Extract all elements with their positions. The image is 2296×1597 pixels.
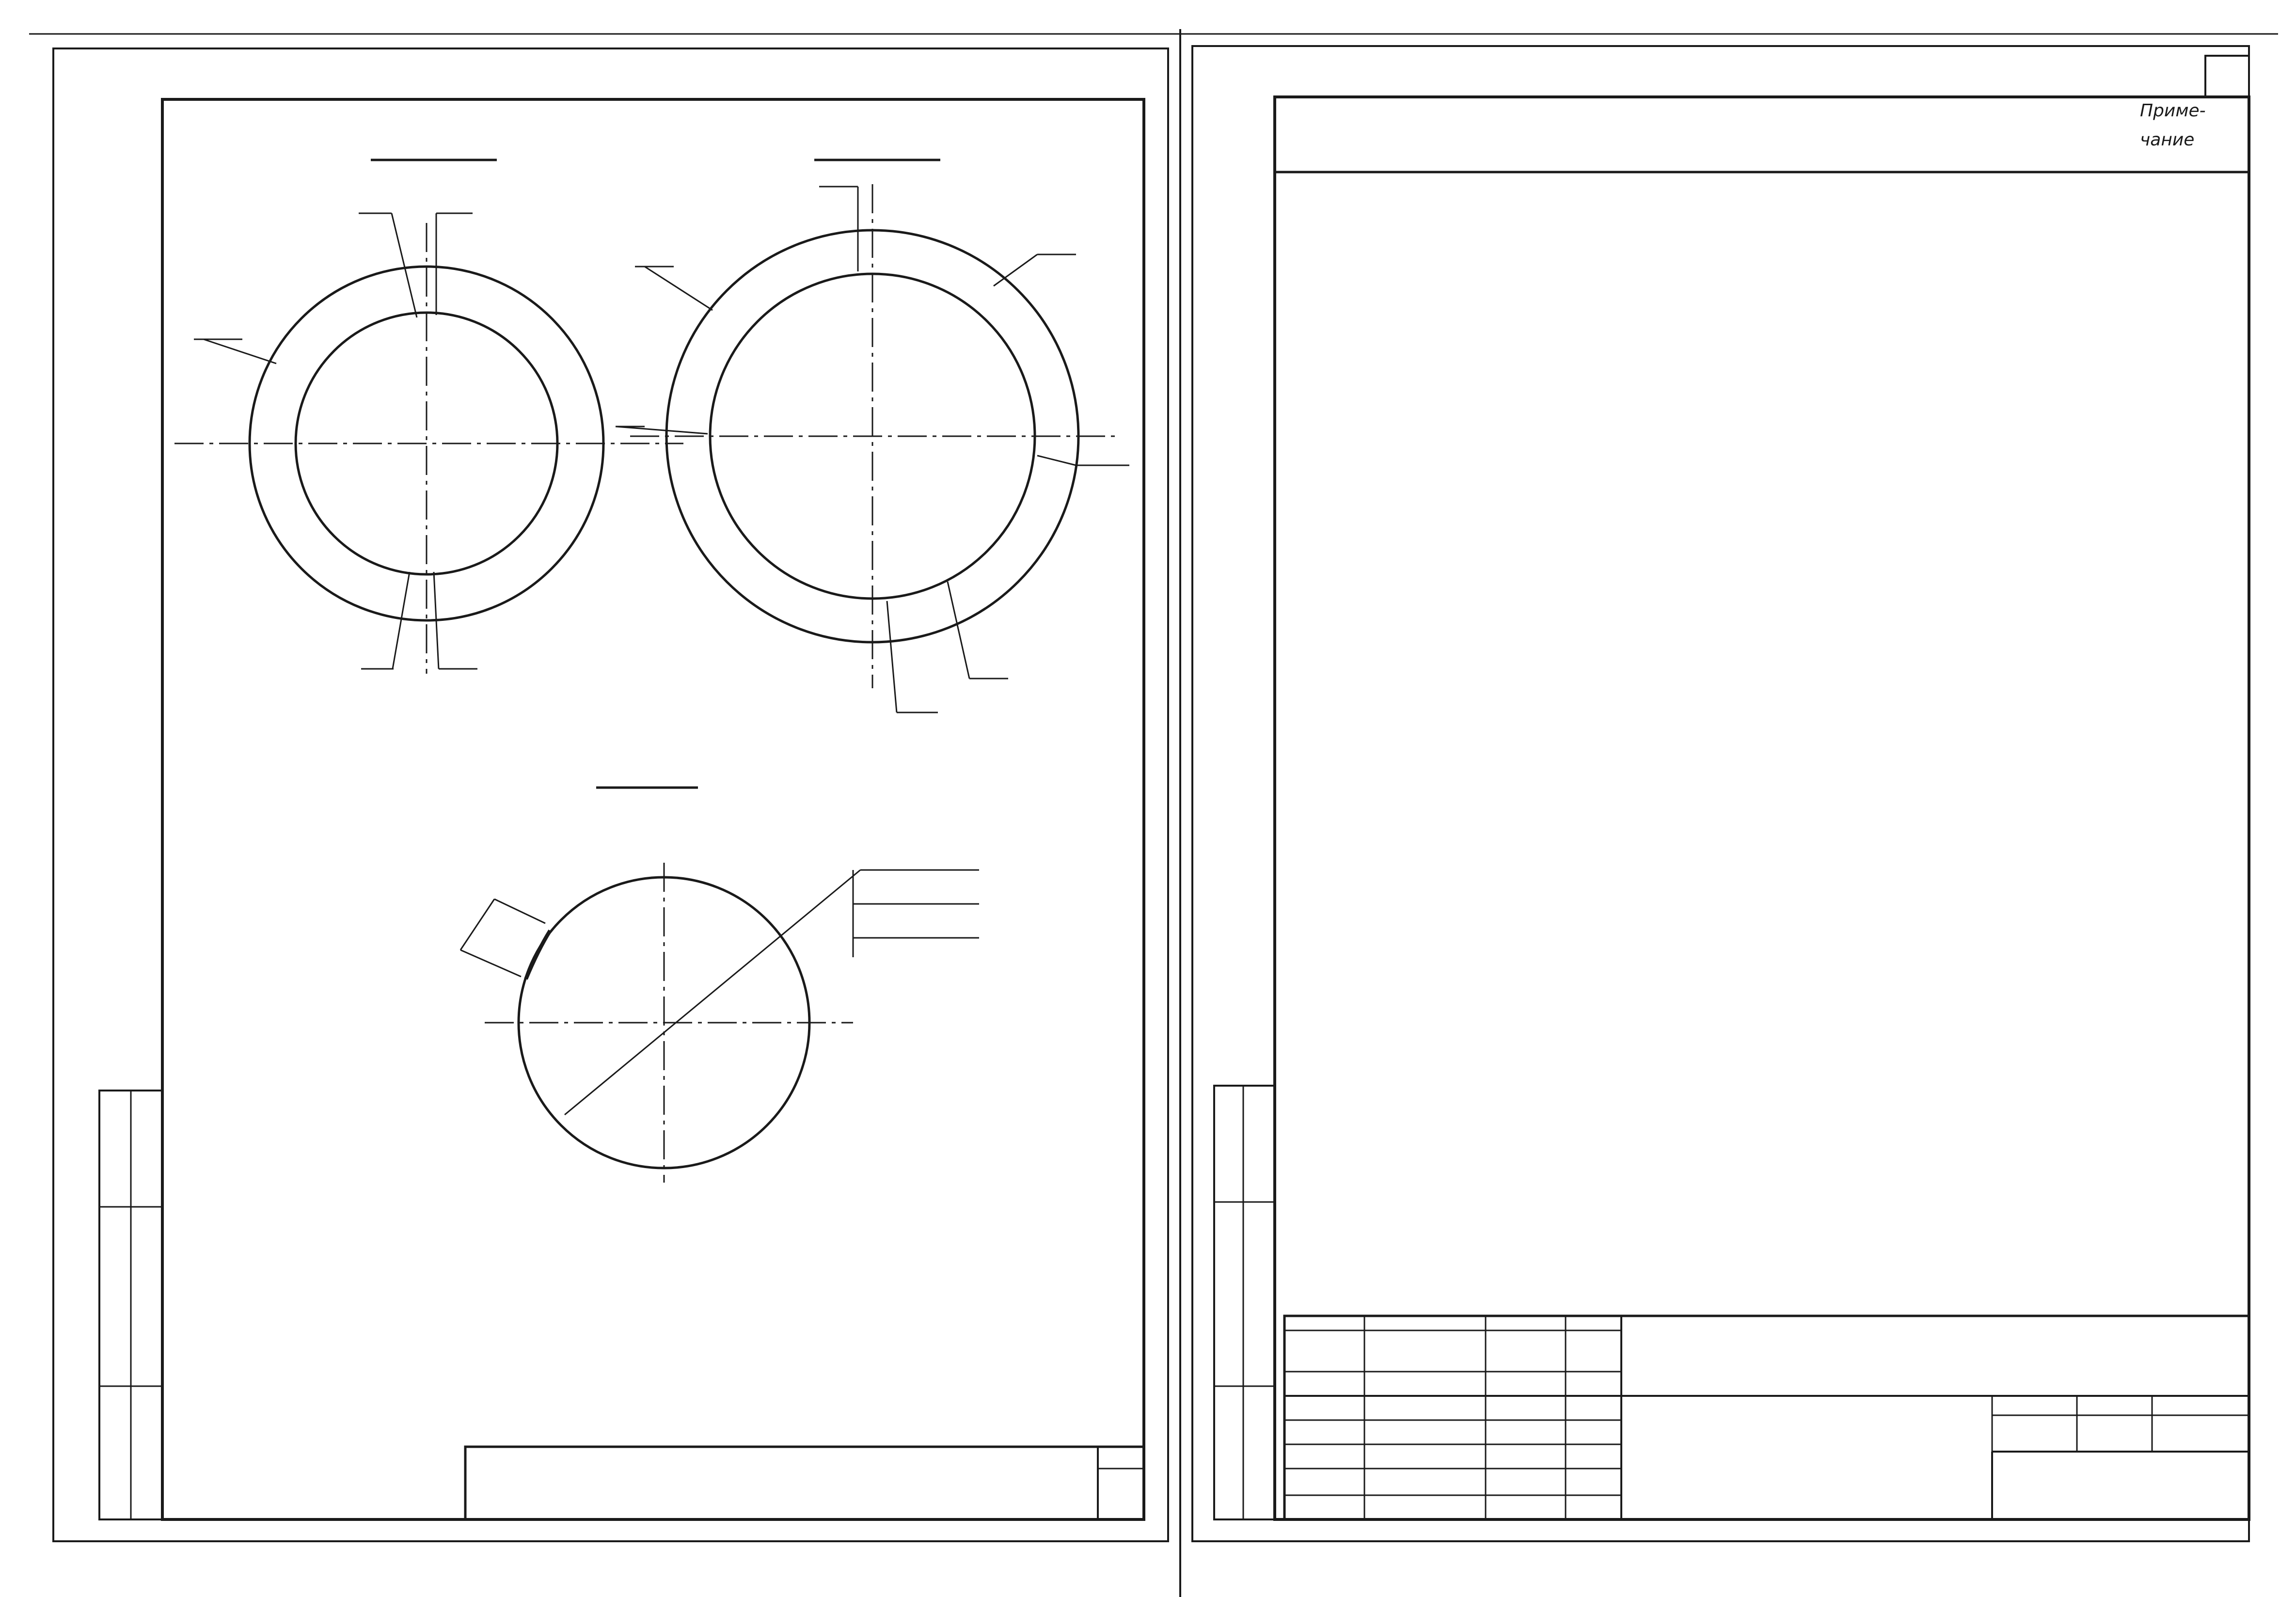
- right-side-stamp: [1214, 1086, 1275, 1519]
- right-sheet: [1192, 46, 2249, 1541]
- title-block: [1284, 1316, 2249, 1519]
- specification-table: [1275, 101, 2249, 172]
- header-note-1: Приме-: [2140, 101, 2206, 121]
- position-1-detail: [460, 788, 979, 1183]
- left-designation-block: [465, 1447, 1144, 1519]
- section-bb: [616, 160, 1129, 712]
- section-aa: [174, 160, 683, 674]
- left-side-stamp: [99, 1091, 162, 1519]
- left-inner-frame: [162, 99, 1144, 1519]
- right-inner-frame: [1275, 97, 2249, 1519]
- left-sheet: [53, 48, 1168, 1541]
- header-note-2: чание: [2140, 130, 2195, 150]
- left-outer-frame: [53, 48, 1168, 1541]
